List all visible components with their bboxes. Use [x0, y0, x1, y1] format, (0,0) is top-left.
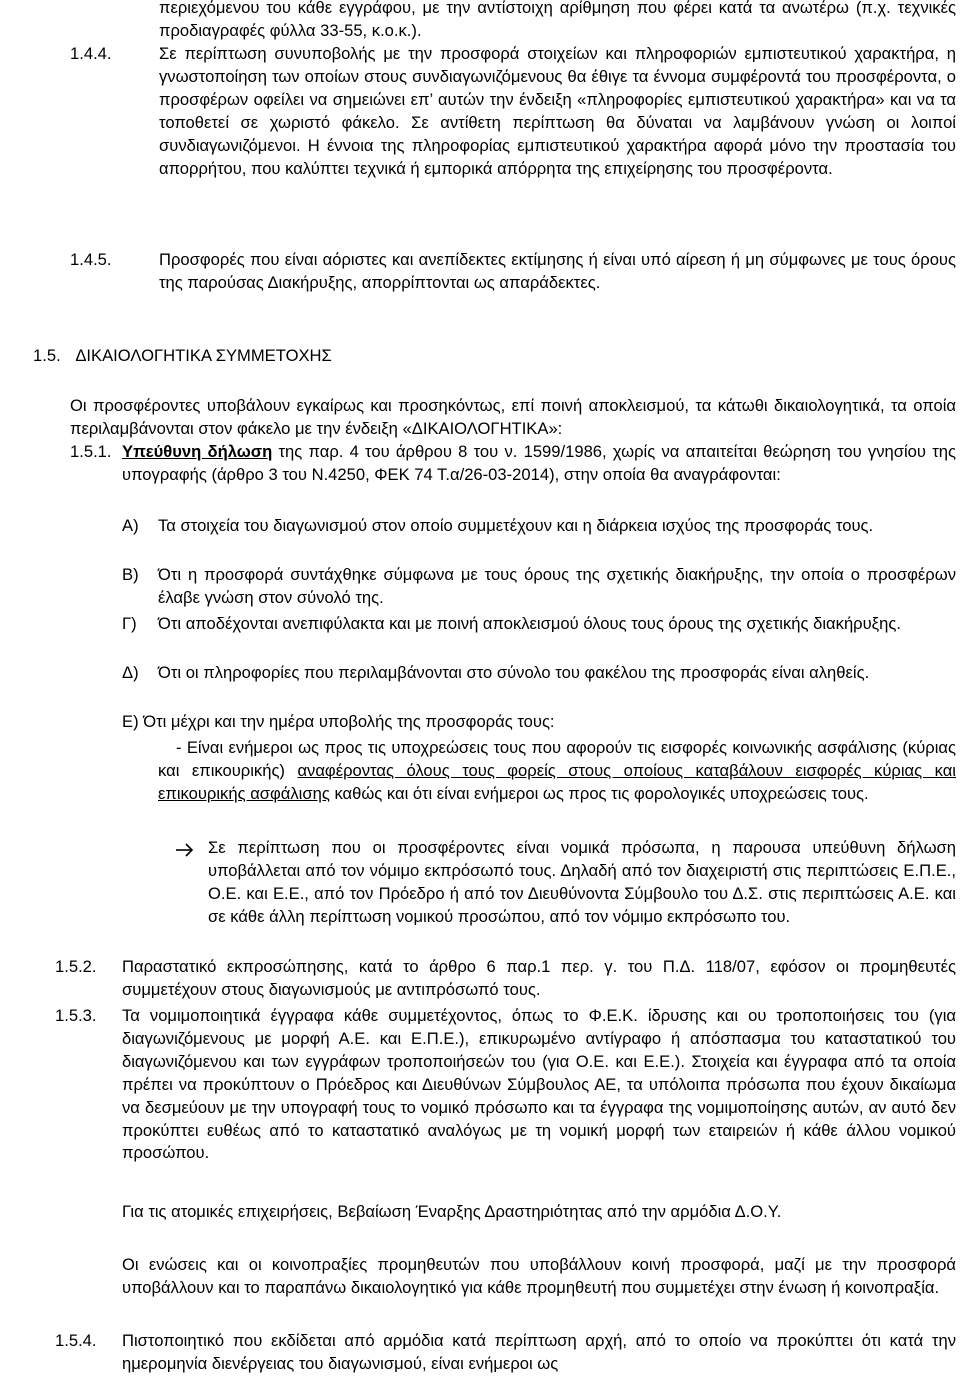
- arrow-right-icon: [174, 839, 198, 861]
- item-number-144: 1.4.4.: [70, 44, 112, 63]
- item-text-a: Τα στοιχεία του διαγωνισμού στον οποίο συμμετέχουν και η διάρκεια ισχύος της προσφοράς τους.: [158, 516, 874, 535]
- section-intro: Οι προσφέροντες υποβάλουν εγκαίρως και προσηκόντως, επί ποινή αποκλεισμού, τα κάτωθι δικαιολογητικά, τα οποία περιλαμβάνονται στον φάκελο με την ένδειξη «ΔΙΚΑΙΟΛΟΓΗΤΙΚΑ»:: [70, 396, 956, 438]
- item-number-154: 1.5.4.: [55, 1331, 97, 1350]
- dash-text-underlined: αναφέροντας όλους τους φορείς στους οποίους καταβάλουν εισφορές κύριας και επικουρικής ασφάλισης: [158, 760, 956, 803]
- item-number-153: 1.5.3.: [55, 1006, 97, 1025]
- intro-paragraph: περιεχόμενου του κάθε εγγράφου, με την αντίστοιχη αρίθμηση που φέρει κατά τα ανωτέρω (π.χ. τεχνικές προδιαγραφές φύλλα 33-55, κ.ο.κ.).: [159, 0, 956, 40]
- item-text-d: Ότι οι πληροφορίες που περιλαμβάνονται στο σύνολο του φακέλου της προσφοράς είναι αληθείς.: [158, 663, 870, 682]
- paragraph-154: Πιστοποιητικό που εκδίδεται από αρμόδια κατά περίπτωση αρχή, από το οποίο να προκύπτει ότι κατά την ημερομηνία διενέργειας του διαγωνισμού, είναι ενήμεροι ως: [122, 1331, 956, 1373]
- paragraph-151: [122, 441, 956, 487]
- paragraph-144: Σε περίπτωση συνυποβολής με την προσφορά στοιχείων και πληροφοριών εμπιστευτικού χαρακτήρα, η γνωστοποίηση των οποίων στους συνδιαγωνιζόμενους θα έθιγε τα έννομα συμφέροντά του προσφέροντα, ο προσφέρων οφείλει να σημειώνει επ’ αυτών την ένδειξη «πληροφορίες εμπιστευτικού χαρακτήρα» και να τα τοποθετεί σε χωριστό φάκελο. Σε αντίθετη περίπτωση θα δύναται να λαμβάνουν γνώση οι λοιποί συνδιαγωνιζόμενοι. Η έννοια της πληροφορίας εμπιστευτικού χαρακτήρα αφορά μόνο την προστασία του απορρήτου, που καλύπτει τεχνικά ή εμπορικά απόρρητα της επιχείρησης του προσφέροντα.: [159, 44, 956, 178]
- item-number-145: 1.4.5.: [70, 250, 112, 269]
- paragraph-153-consortia: Οι ενώσεις και οι κοινοπραξίες προμηθευτών που υποβάλλουν κοινή προσφορά, μαζί με την προσφορά υποβάλλουν και το παραπάνω δικαιολογητικό για κάθε προμηθευτή που συμμετέχει στην ένωση ή κοινοπραξία.: [122, 1255, 956, 1297]
- item-text-b: Ότι η προσφορά συντάχθηκε σύμφωνα με τους όρους της σχετικής διακήρυξης, την οποία ο προσφέρων έλαβε γνώση στον σύνολό της.: [158, 565, 956, 607]
- section-heading: [33, 345, 332, 368]
- item-e: [122, 711, 555, 734]
- item-label-a: Α): [122, 516, 139, 535]
- section-number: 1.5.: [33, 346, 61, 365]
- item-label-e: Ε): [122, 712, 139, 731]
- dash-text-start: - Είναι ενήμεροι ως προς τις υποχρεώσεις τους που αφορούν τις εισφορές κοινωνικής ασφάλισης (κύριας και επικουρικής): [158, 738, 956, 780]
- item-number-152: 1.5.2.: [55, 957, 97, 976]
- paragraph-145: Προσφορές που είναι αόριστες και ανεπίδεκτες εκτίμησης ή είναι υπό αίρεση ή μη σύμφωνες με τους όρους της παρούσας Διακήρυξης, απορρίπτονται ως απαράδεκτες.: [159, 250, 956, 292]
- item-label-b: Β): [122, 565, 139, 584]
- paragraph-152: Παραστατικό εκπροσώπησης, κατά το άρθρο 6 παρ.1 περ. γ. του Π.Δ. 118/07, εφόσον οι προμηθευτές συμμετέχουν στους διαγωνισμούς με αντιπρόσωπό τους.: [122, 957, 956, 999]
- declaration-title: Υπεύθυνη δήλωση: [122, 442, 273, 461]
- item-text-c: Ότι αποδέχονται ανεπιφύλακτα και με ποινή αποκλεισμού όλους τους όρους της σχετικής διακήρυξης.: [158, 614, 901, 633]
- item-number-151: 1.5.1.: [70, 442, 112, 461]
- dash-text-end: καθώς και ότι είναι ενήμεροι ως προς τις φορολογικές υποχρεώσεις τους.: [329, 783, 869, 803]
- section-title: ΔΙΚΑΙΟΛΟΓΗΤΙΚΑ ΣΥΜΜΕΤΟΧΗΣ: [75, 346, 332, 365]
- item-label-c: Γ): [122, 614, 137, 633]
- item-text-e: Ότι μέχρι και την ημέρα υποβολής της προσφοράς τους:: [143, 712, 555, 731]
- declaration-text: της παρ. 4 του άρθρου 8 του ν. 1599/1986, χωρίς να απαιτείται θεώρηση του γνησίου της υπογραφής (άρθρο 3 του Ν.4250, ΦΕΚ 74 Τ.α/26-03-2014), στην οποία θα αναγράφονται:: [122, 442, 956, 484]
- dash-paragraph: [158, 737, 956, 806]
- paragraph-153: Τα νομιμοποιητικά έγγραφα κάθε συμμετέχοντος, όπως το Φ.Ε.Κ. ίδρυσης και ου τροποποιήσεις του (για διαγωνιζόμενους με μορφή Α.Ε. και Ε.Π.Ε.), επικυρωμένο αντίγραφο ή απόσπασμα του καταστατικού του διαγωνιζόμενου και των εγγράφων τροποποιήσεών του (για Ο.Ε. και Ε.Ε.). Στοιχεία και έγγραφα από τα οποία πρέπει να προκύπτουν ο Πρόεδρος και Διευθύνων Σύμβουλος ΑΕ, τα υπόλοιπα πρόσωπα που έχουν δικαίωμα να δεσμεύουν με την υπογραφή τους το νομικό πρόσωπο και τα έγγραφα της νομιμοποίησης αυτών, αν αυτό δεν προκύπτει ευθέως από το καταστατικό αναλόγως με τη νομική μορφή των εταιρειών ή κάθε άλλου νομικού προσώπου.: [122, 1006, 956, 1163]
- arrow-paragraph: Σε περίπτωση που οι προσφέροντες είναι νομικά πρόσωπα, η παρουσα υπεύθυνη δήλωση υποβάλλεται από τον νόμιμο εκπρόσωπό τους. Δηλαδή από τον διαχειριστή στις περιπτώσεις Ε.Π.Ε., Ο.Ε. και Ε.Ε., από τον Πρόεδρο ή από τον Διευθύνοντα Σύμβουλο του Δ.Σ. στις περιπτώσεις Α.Ε. και σε κάθε άλλη περίπτωση νομικού προσώπου, από τον νόμιμο εκπρόσωπο του.: [208, 838, 956, 926]
- paragraph-153-sole-proprietor: Για τις ατομικές επιχειρήσεις, Βεβαίωση Έναρξης Δραστηριότητας από την αρμόδια Δ.Ο.Υ.: [122, 1202, 782, 1221]
- item-label-d: Δ): [122, 663, 139, 682]
